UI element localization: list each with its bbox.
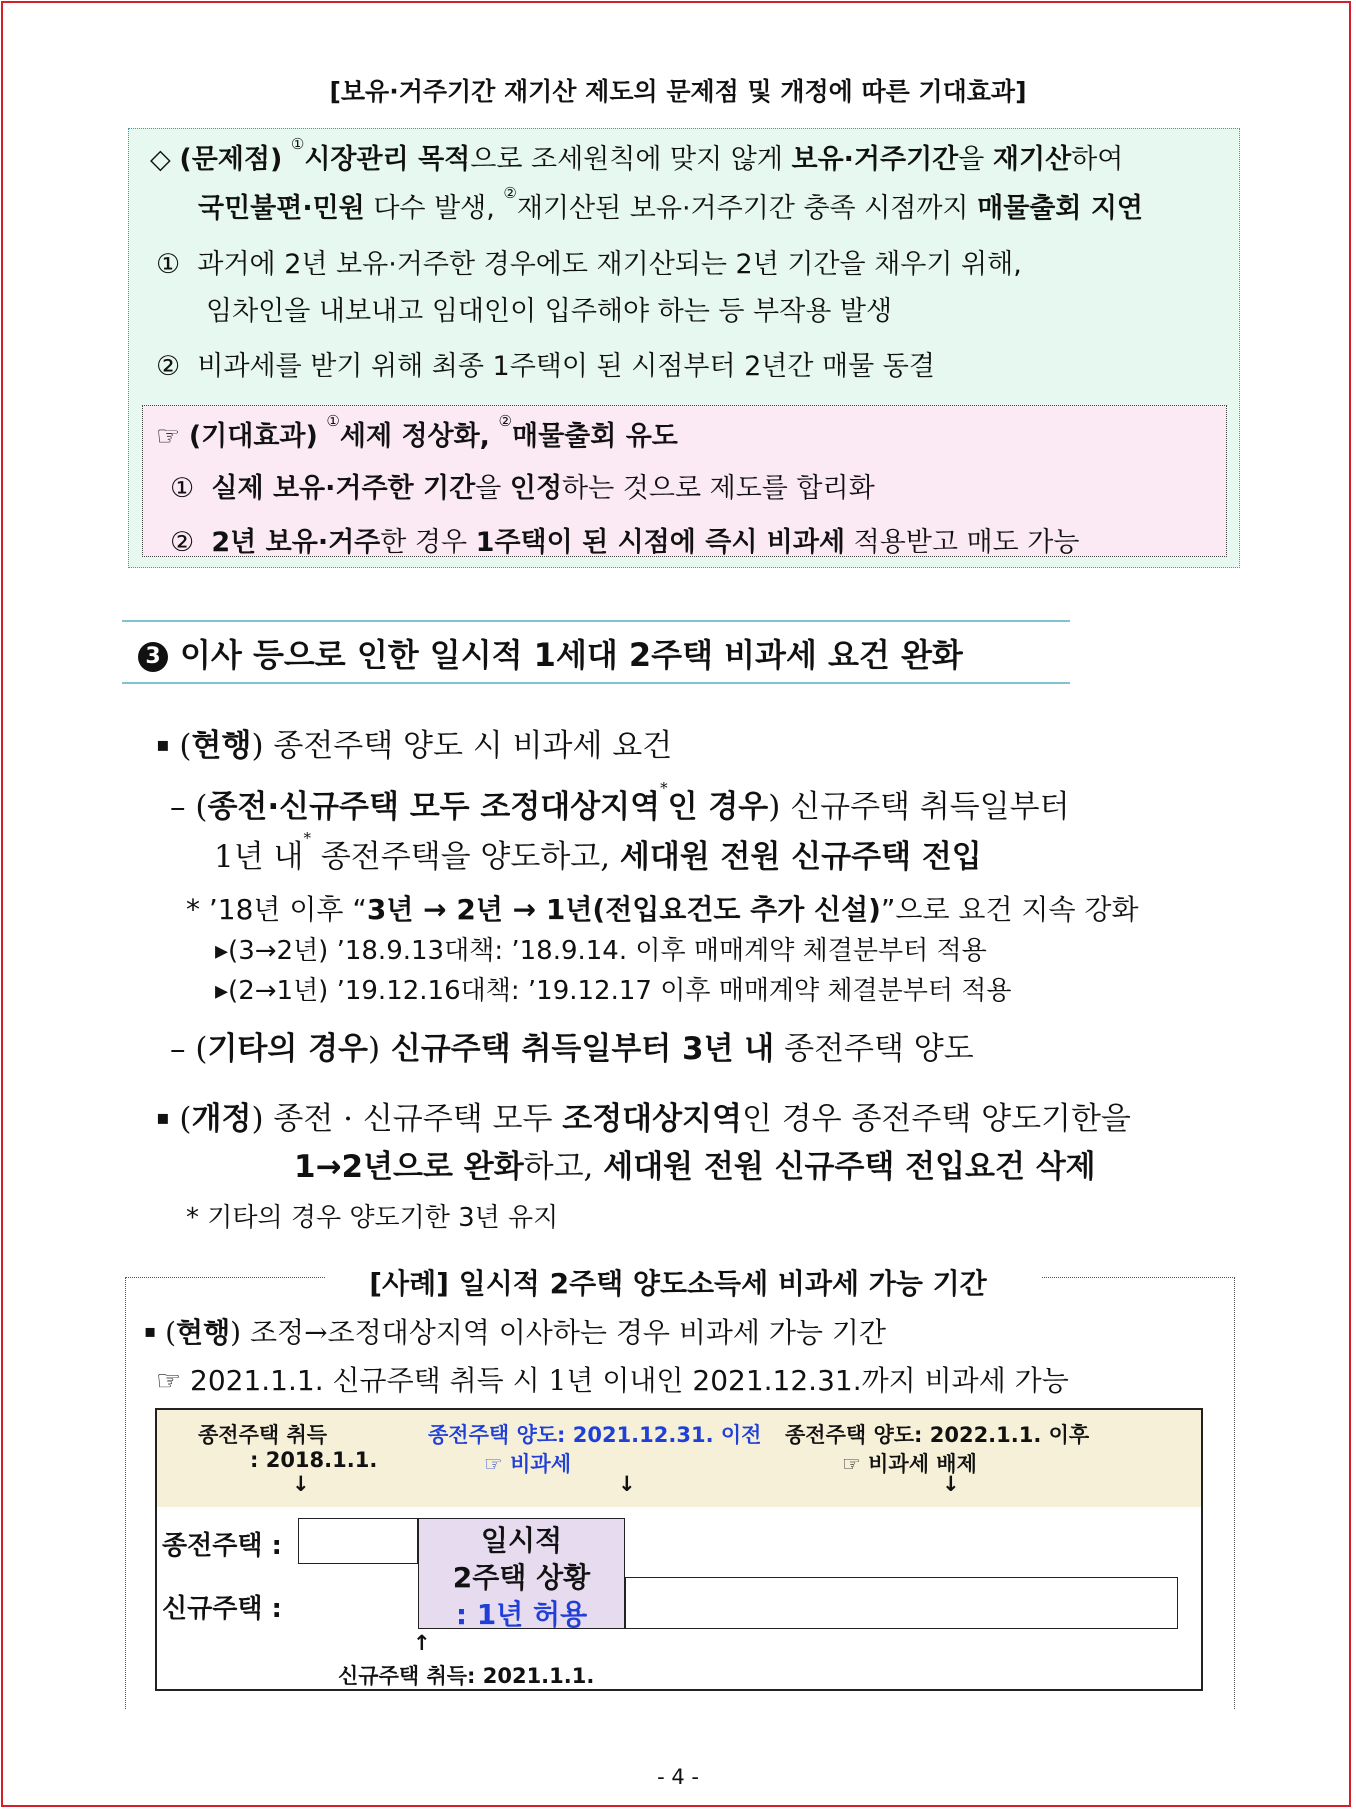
sub-rule-adjusted-area-cont: 1년 내* 종전주택을 양도하고, 세대원 전원 신규주택 전입 (214, 829, 982, 875)
note-history-b: ▸(2→1년) ’19.12.16대책: ’19.12.17 이후 매매계약 체결분부터 적용 (215, 976, 1012, 1006)
page-number: - 4 - (657, 1765, 699, 1789)
old-acquisition-label: 종전주택 취득 (198, 1423, 328, 1447)
section-bottom-rule (122, 682, 1070, 684)
effect-item-1: ① 실제 보유·거주한 기간을 인정하는 것으로 제도를 합리화 (170, 473, 875, 504)
transfer-before-label: 종전주택 양도: 2021.12.31. 이전 (428, 1423, 762, 1447)
old-acquisition-date: : 2018.1.1. (250, 1448, 378, 1472)
sub-rule-adjusted-area: – (종전·신규주택 모두 조정대상지역*인 경우) 신규주택 취득일부터 (170, 779, 1070, 825)
box-title: [보유·거주기간 재기산 제도의 문제점 및 개정에 따른 기대효과] (329, 77, 1027, 106)
diamond-icon: ◇ (150, 144, 171, 175)
tax-exempt-label: ☞ 비과세 (484, 1452, 571, 1476)
current-rule: ▪ (현행) 종전주택 양도 시 비과세 요건 (156, 728, 673, 764)
temporary-label-1: 일시적 (480, 1524, 563, 1557)
pointing-hand-icon: ☞ (156, 1364, 182, 1397)
arrow-down-icon: ↓ (292, 1472, 310, 1496)
row-old-house-label: 종전주택 : (162, 1531, 282, 1561)
revision-rule-cont: 1→2년으로 완화하고, 세대원 전원 신규주택 전입요건 삭제 (294, 1149, 1096, 1185)
problem-item-2: ② 비과세를 받기 위해 최종 1주택이 된 시점부터 2년간 매물 동결 (156, 351, 935, 382)
row-new-house-label: 신규주택 : (162, 1594, 282, 1624)
note-requirement-history: * ’18년 이후 “3년 → 2년 → 1년(전입요건도 추가 신설)”으로 요건 지속 강화 (186, 893, 1139, 926)
example-current: ▪ (현행) 조정→조정대상지역 이사하는 경우 비과세 가능 기간 (144, 1316, 886, 1349)
pointing-hand-icon: ☞ (156, 421, 181, 452)
arrow-up-icon: ↑ (413, 1631, 431, 1655)
section-title: 3 이사 등으로 인한 일시적 1세대 2주택 비과세 요건 완화 (138, 630, 963, 676)
problem-line-2: 국민불편·민원 다수 발생, ②재기산된 보유·거주기간 충족 시점까지 매물출회 지연 (198, 184, 1144, 224)
revision-rule: ▪ (개정) 종전 · 신규주택 모두 조정대상지역인 경우 종전주택 양도기한을 (156, 1101, 1131, 1137)
problem-item-1-cont: 임차인을 내보내고 임대인이 입주해야 하는 등 부작용 발생 (206, 296, 893, 327)
effect-heading: ☞ (기대효과) ①세제 정상화, ②매물출회 유도 (156, 412, 678, 452)
temporary-label-3: : 1년 허용 (455, 1598, 588, 1631)
note-other-case: * 기타의 경우 양도기한 3년 유지 (186, 1203, 559, 1233)
problem-line-1: ◇ (문제점) ①시장관리 목적으로 조세원칙에 맞지 않게 보유·거주기간을 재기산하여 (150, 135, 1124, 175)
example-title: [사례] 일시적 2주택 양도소득세 비과세 가능 기간 (369, 1267, 987, 1300)
problem-item-1: ① 과거에 2년 보유·거주한 경우에도 재기산되는 2년 기간을 채우기 위해, (156, 249, 1022, 280)
section-top-rule (122, 620, 1070, 622)
old-house-bar (298, 1518, 418, 1564)
arrow-down-icon: ↓ (942, 1472, 960, 1496)
note-history-a: ▸(3→2년) ’18.9.13대책: ’18.9.14. 이후 매매계약 체결분부터 적용 (215, 936, 987, 966)
transfer-after-label: 종전주택 양도: 2022.1.1. 이후 (785, 1423, 1090, 1447)
section-number-badge: 3 (138, 642, 168, 672)
temporary-label-2: 2주택 상황 (452, 1561, 591, 1594)
effect-item-2: ② 2년 보유·거주한 경우 1주택이 된 시점에 즉시 비과세 적용받고 매도 가능 (170, 527, 1080, 558)
tax-excluded-label: ☞ 비과세 배제 (842, 1452, 977, 1476)
new-house-bar (625, 1577, 1178, 1629)
new-acquisition-label: 신규주택 취득: 2021.1.1. (338, 1664, 595, 1688)
example-line: ☞ 2021.1.1. 신규주택 취득 시 1년 이내인 2021.12.31.까지 비과세 가능 (156, 1364, 1069, 1397)
arrow-down-icon: ↓ (618, 1472, 636, 1496)
sub-rule-other: – (기타의 경우) 신규주택 취득일부터 3년 내 종전주택 양도 (170, 1031, 974, 1067)
